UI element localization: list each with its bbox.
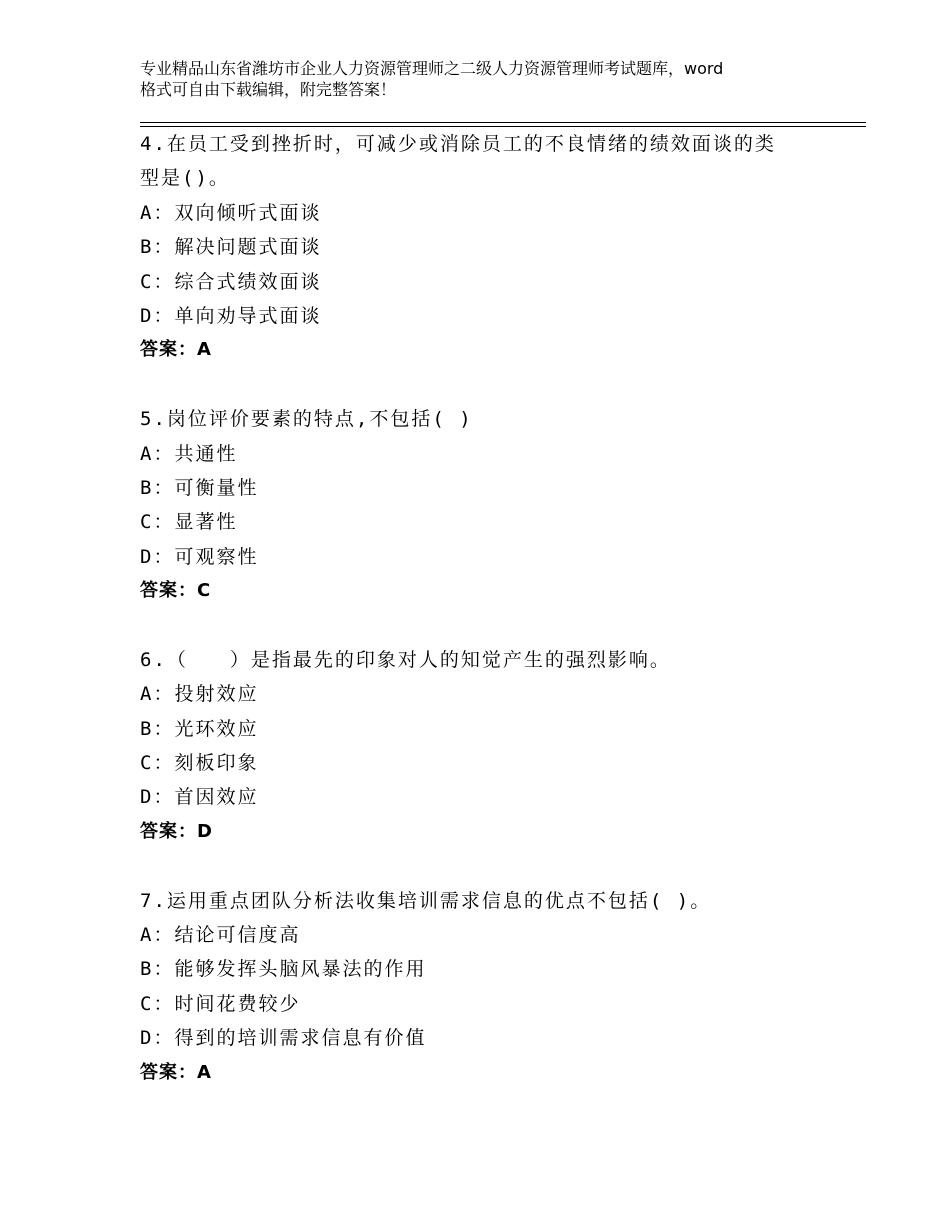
header-line-2: 格式可自由下载编辑，附完整答案！ [140,80,397,99]
option-a: A：共通性 [140,442,238,465]
option-a: A：投射效应 [140,683,259,706]
spacer [140,368,840,402]
option-b: B：可衡量性 [140,476,259,499]
option-d: D：首因效应 [140,786,259,809]
spacer [140,608,840,642]
option-d: D：得到的培训需求信息有价值 [140,1027,427,1050]
question-text: 4.在员工受到挫折时，可减少或消除员工的不良情绪的绩效面谈的类 [140,133,776,155]
option-d: D：可观察性 [140,545,259,568]
option-c: C：显著性 [140,511,238,534]
question-5 [140,402,840,608]
option-b: B：解决问题式面谈 [140,236,322,259]
option-d: D：单向劝导式面谈 [140,304,322,327]
option-a: A：双向倾听式面谈 [140,201,322,224]
answer-label: 答案：C [140,580,212,602]
header-line-1: 专业精品山东省潍坊市企业人力资源管理师之二级人力资源管理师考试题库，word [140,59,724,78]
option-b: B：能够发挥头脑风暴法的作用 [140,958,427,981]
question-7 [140,884,840,1090]
answer-label: 答案：D [140,820,213,842]
header-divider-top [140,122,866,123]
question-text: 型是()。 [140,167,230,190]
option-c: C：时间花费较少 [140,992,301,1015]
question-text: 6.（ ）是指最先的印象对人的知觉产生的强烈影响。 [140,648,671,671]
question-list [140,127,840,1090]
question-text: 7.运用重点团队分析法收集培训需求信息的优点不包括( )。 [140,889,712,912]
option-c: C：综合式绩效面谈 [140,270,322,293]
option-a: A：结论可信度高 [140,923,301,946]
document-header [140,58,840,100]
question-text: 5.岗位评价要素的特点,不包括( ) [140,408,473,431]
spacer [140,849,840,883]
question-6 [140,643,840,849]
answer-label: 答案：A [140,339,212,361]
option-b: B：光环效应 [140,717,259,740]
question-4 [140,127,840,368]
option-c: C：刻板印象 [140,752,259,775]
answer-label: 答案：A [140,1061,212,1083]
